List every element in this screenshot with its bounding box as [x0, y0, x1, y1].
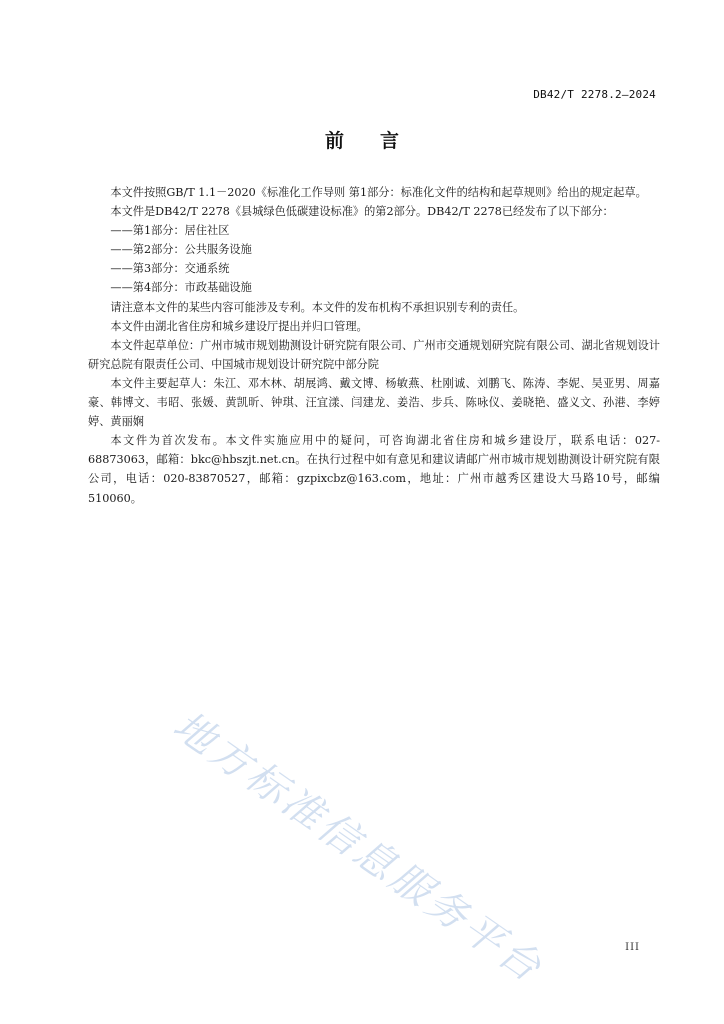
- paragraph-drafters: 本文件主要起草人：朱江、邓木林、胡展鸿、戴文博、杨敏燕、杜刚诚、刘鹏飞、陈涛、李妮、吴亚男、周嘉豪、韩博文、韦昭、张媛、黄凯昕、钟琪、汪宜漾、闫建龙、姜浩、步兵、陈咏仪、姜晓艳、盛义文、孙港、李婷婷、黄丽娴: [88, 376, 660, 429]
- preface-body: [88, 183, 660, 508]
- list-item-part-1: ——第1部分：居住社区: [110, 224, 230, 238]
- paragraph-drafting-units: 本文件起草单位：广州市城市规划勘测设计研究院有限公司、广州市交通规划研究院有限公司、湖北省规划设计研究总院有限责任公司、中国城市规划设计研究院中部分院: [88, 338, 660, 371]
- paragraph-contact-info: 本文件为首次发布。本文件实施应用中的疑问，可咨询湖北省住房和城乡建设厅，联系电话：027-68873063，邮箱：bkc@hbszjt.net.cn。在执行过程中如有意见和建议请邮广州市城市规划勘测设计研究院有限公司，电话：020-83870527，邮箱：gzpixcbz@163.com，地址：广州市越秀区建设大马路10号，邮编510060。: [88, 434, 660, 505]
- paragraph-proposer: 本文件由湖北省住房和城乡建设厅提出并归口管理。: [110, 319, 368, 333]
- paragraph-patent-notice: 请注意本文件的某些内容可能涉及专利。本文件的发布机构不承担识别专利的责任。: [110, 300, 525, 314]
- page-number: III: [625, 942, 640, 953]
- document-code: DB42/T 2278.2—2024: [533, 88, 656, 101]
- list-item-part-4: ——第4部分：市政基础设施: [110, 281, 252, 295]
- watermark-text: 地方标准信息服务平台: [164, 702, 552, 993]
- paragraph-standard-parts-intro: 本文件是DB42/T 2278《县城绿色低碳建设标准》的第2部分。DB42/T 2278已经发布了以下部分：: [110, 205, 614, 219]
- list-item-part-2: ——第2部分：公共服务设施: [110, 243, 252, 257]
- page-title: 前言: [324, 130, 435, 152]
- list-item-part-3: ——第3部分：交通系统: [110, 262, 230, 276]
- paragraph-drafting-rules: 本文件按照GB/T 1.1－2020《标准化工作导则 第1部分：标准化文件的结构和起草规则》给出的规定起草。: [110, 186, 647, 199]
